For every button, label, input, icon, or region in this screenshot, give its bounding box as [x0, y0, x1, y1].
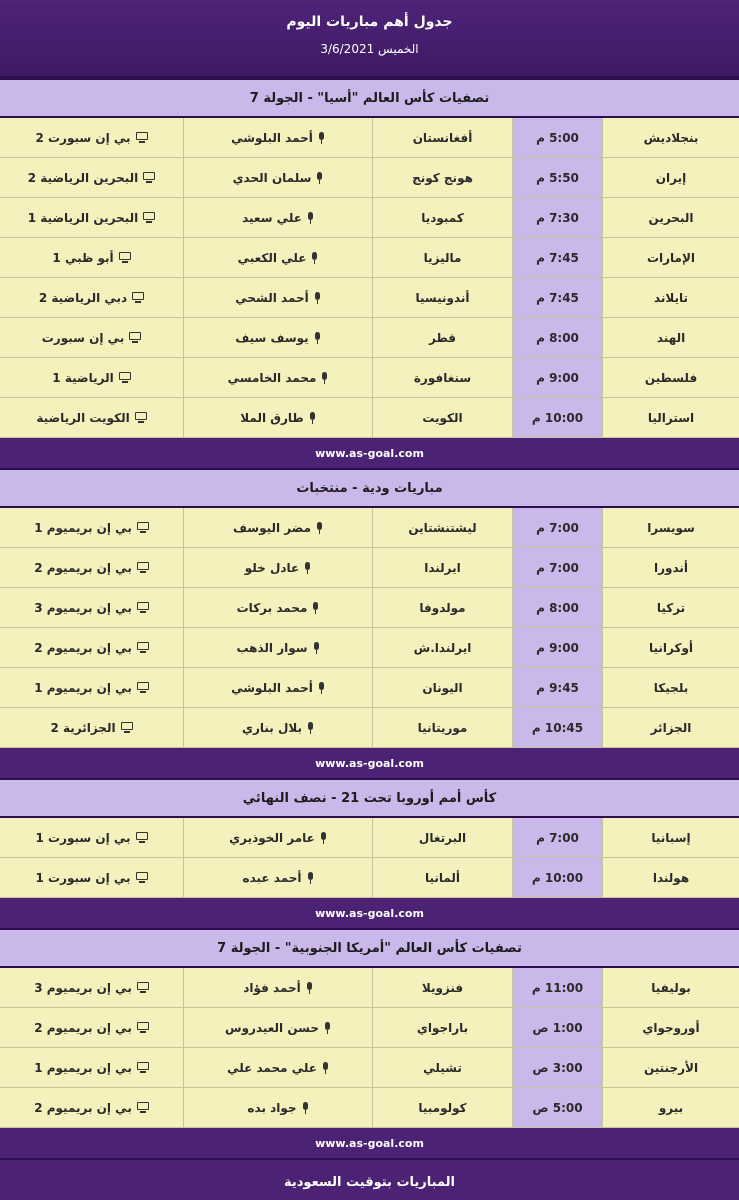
match-time: 7:45 م: [512, 238, 602, 277]
commentator-name: عادل خلو: [244, 560, 300, 575]
commentator-name: يوسف سيف: [235, 330, 309, 345]
match-time: 1:00 ص: [512, 1008, 602, 1047]
match-time: 5:00 ص: [512, 1088, 602, 1127]
microphone-icon: [306, 982, 313, 994]
away-team: ماليزيا: [372, 238, 512, 277]
match-time: 5:50 م: [512, 158, 602, 197]
microphone-icon: [314, 292, 321, 304]
home-team: تركيا: [602, 588, 739, 627]
match-row: [0, 158, 739, 198]
channel-name: بي إن بريميوم 1: [34, 1060, 132, 1075]
home-team: بنجلاديش: [602, 118, 739, 157]
commentator-name: أحمد البلوشي: [231, 680, 313, 695]
match-time: 10:45 م: [512, 708, 602, 747]
section-title: تصفيات كأس العالم "أمريكا الجنوبية" - الجولة 7: [0, 928, 739, 968]
sections-container: [0, 78, 739, 1158]
tv-icon: [137, 602, 149, 613]
microphone-icon: [313, 642, 320, 654]
channel-cell: [0, 588, 183, 627]
match-time: 11:00 م: [512, 968, 602, 1007]
commentator-name: أحمد الشحي: [235, 290, 309, 305]
away-team: اليونان: [372, 668, 512, 707]
tv-icon: [129, 332, 141, 343]
channel-name: البحرين الرياضية 2: [27, 170, 139, 185]
channel-cell: [0, 398, 183, 437]
commentator-cell: [183, 1008, 372, 1047]
page-header: [0, 0, 739, 78]
home-team: البحرين: [602, 198, 739, 237]
channel-cell: [0, 548, 183, 587]
tv-icon: [136, 872, 148, 883]
commentator-name: محمد الخامسي: [227, 370, 317, 385]
commentator-name: سلمان الحدي: [232, 170, 312, 185]
away-team: كمبوديا: [372, 198, 512, 237]
channel-name: بي إن سبورت 2: [35, 130, 131, 145]
channel-name: بي إن بريميوم 2: [34, 1100, 132, 1115]
commentator-cell: [183, 398, 372, 437]
commentator-cell: [183, 708, 372, 747]
away-team: ألمانيا: [372, 858, 512, 897]
channel-cell: [0, 278, 183, 317]
commentator-cell: [183, 358, 372, 397]
match-time: 10:00 م: [512, 398, 602, 437]
commentator-cell: [183, 278, 372, 317]
commentator-cell: [183, 968, 372, 1007]
tv-icon: [137, 1022, 149, 1033]
tv-icon: [143, 172, 155, 183]
channel-name: البحرين الرياضية 1: [27, 210, 139, 225]
commentator-name: علي محمد علي: [227, 1060, 317, 1075]
channel-name: بي إن بريميوم 3: [34, 600, 132, 615]
channel-cell: [0, 708, 183, 747]
match-time: 10:00 م: [512, 858, 602, 897]
commentator-name: مضر اليوسف: [232, 520, 312, 535]
channel-cell: [0, 318, 183, 357]
match-time: 8:00 م: [512, 588, 602, 627]
home-team: بوليفيا: [602, 968, 739, 1007]
channel-cell: [0, 238, 183, 277]
match-row: [0, 358, 739, 398]
site-url: www.as-goal.com: [0, 1128, 739, 1158]
microphone-icon: [322, 1062, 329, 1074]
site-url: www.as-goal.com: [0, 898, 739, 928]
match-time: 3:00 ص: [512, 1048, 602, 1087]
home-team: الجزائر: [602, 708, 739, 747]
match-row: [0, 968, 739, 1008]
tv-icon: [135, 412, 147, 423]
match-time: 7:30 م: [512, 198, 602, 237]
channel-name: بي إن بريميوم 2: [34, 640, 132, 655]
home-team: أوكرانيا: [602, 628, 739, 667]
channel-name: بي إن بريميوم 3: [34, 980, 132, 995]
commentator-name: علي سعيد: [242, 210, 302, 225]
commentator-name: عامر الخوذيري: [229, 830, 315, 845]
microphone-icon: [311, 252, 318, 264]
away-team: باراجواي: [372, 1008, 512, 1047]
home-team: سويسرا: [602, 508, 739, 547]
home-team: أوروجواي: [602, 1008, 739, 1047]
match-row: [0, 398, 739, 438]
microphone-icon: [316, 522, 323, 534]
commentator-name: أحمد البلوشي: [231, 130, 313, 145]
match-row: [0, 588, 739, 628]
microphone-icon: [312, 602, 319, 614]
tv-icon: [136, 132, 148, 143]
home-team: تايلاند: [602, 278, 739, 317]
channel-cell: [0, 1008, 183, 1047]
match-row: [0, 1088, 739, 1128]
commentator-name: محمد بركات: [236, 600, 308, 615]
home-team: الهند: [602, 318, 739, 357]
commentator-cell: [183, 1048, 372, 1087]
home-team: بلجيكا: [602, 668, 739, 707]
match-row: [0, 1008, 739, 1048]
tv-icon: [137, 982, 149, 993]
channel-cell: [0, 968, 183, 1007]
home-team: استراليا: [602, 398, 739, 437]
commentator-name: سوار الذهب: [236, 640, 308, 655]
match-time: 9:45 م: [512, 668, 602, 707]
match-row: [0, 668, 739, 708]
match-row: [0, 708, 739, 748]
tv-icon: [137, 1102, 149, 1113]
match-row: [0, 628, 739, 668]
match-time: 9:00 م: [512, 628, 602, 667]
microphone-icon: [309, 412, 316, 424]
match-time: 9:00 م: [512, 358, 602, 397]
microphone-icon: [324, 1022, 331, 1034]
microphone-icon: [318, 682, 325, 694]
section-title: كأس أمم أوروبا تحت 21 - نصف النهائي: [0, 778, 739, 818]
channel-name: أبو ظبي 1: [52, 250, 114, 265]
commentator-cell: [183, 508, 372, 547]
away-team: الكويت: [372, 398, 512, 437]
away-team: هونج كونج: [372, 158, 512, 197]
commentator-cell: [183, 818, 372, 857]
match-row: [0, 238, 739, 278]
channel-cell: [0, 508, 183, 547]
away-team: فنزويلا: [372, 968, 512, 1007]
away-team: موريتانيا: [372, 708, 512, 747]
channel-name: بي إن بريميوم 1: [34, 680, 132, 695]
commentator-cell: [183, 858, 372, 897]
home-team: هولندا: [602, 858, 739, 897]
channel-name: بي إن سبورت 1: [35, 870, 131, 885]
home-team: بيرو: [602, 1088, 739, 1127]
tv-icon: [121, 722, 133, 733]
away-team: كولومبيا: [372, 1088, 512, 1127]
away-team: سنغافورة: [372, 358, 512, 397]
tv-icon: [132, 292, 144, 303]
tv-icon: [137, 562, 149, 573]
commentator-name: أحمد فؤاد: [243, 980, 301, 995]
home-team: الإمارات: [602, 238, 739, 277]
commentator-name: طارق الملا: [240, 410, 304, 425]
tv-icon: [119, 252, 131, 263]
channel-name: بي إن سبورت: [41, 330, 125, 345]
commentator-name: أحمد عبده: [242, 870, 302, 885]
channel-name: بي إن بريميوم 2: [34, 560, 132, 575]
match-row: [0, 548, 739, 588]
match-time: 7:00 م: [512, 508, 602, 547]
match-row: [0, 858, 739, 898]
tv-icon: [137, 682, 149, 693]
match-time: 7:45 م: [512, 278, 602, 317]
microphone-icon: [302, 1102, 309, 1114]
site-url: www.as-goal.com: [0, 438, 739, 468]
channel-cell: [0, 1088, 183, 1127]
microphone-icon: [307, 872, 314, 884]
away-team: أفغانستان: [372, 118, 512, 157]
match-row: [0, 118, 739, 158]
microphone-icon: [316, 172, 323, 184]
home-team: أندورا: [602, 548, 739, 587]
commentator-name: علي الكعبي: [237, 250, 307, 265]
channel-cell: [0, 818, 183, 857]
channel-cell: [0, 668, 183, 707]
match-row: [0, 318, 739, 358]
away-team: قطر: [372, 318, 512, 357]
commentator-cell: [183, 198, 372, 237]
channel-cell: [0, 118, 183, 157]
home-team: فلسطين: [602, 358, 739, 397]
tv-icon: [119, 372, 131, 383]
section-title: مباريات ودية - منتخبات: [0, 468, 739, 508]
home-team: إسبانيا: [602, 818, 739, 857]
match-row: [0, 1048, 739, 1088]
microphone-icon: [304, 562, 311, 574]
page-date: الخميس 3/6/2021: [320, 42, 419, 56]
tv-icon: [143, 212, 155, 223]
away-team: ليشتنشتاين: [372, 508, 512, 547]
commentator-cell: [183, 1088, 372, 1127]
commentator-name: بلال بناري: [241, 720, 303, 735]
commentator-cell: [183, 318, 372, 357]
away-team: مولدوفا: [372, 588, 512, 627]
channel-name: الكويت الرياضية: [36, 410, 130, 425]
channel-name: بي إن بريميوم 1: [34, 520, 132, 535]
tv-icon: [137, 1062, 149, 1073]
page-title: جدول أهم مباريات اليوم: [286, 14, 453, 30]
match-row: [0, 198, 739, 238]
match-time: 7:00 م: [512, 818, 602, 857]
match-row: [0, 508, 739, 548]
channel-cell: [0, 858, 183, 897]
away-team: أندونيسيا: [372, 278, 512, 317]
away-team: ايرلندا: [372, 548, 512, 587]
channel-name: بي إن بريميوم 2: [34, 1020, 132, 1035]
match-time: 7:00 م: [512, 548, 602, 587]
match-time: 8:00 م: [512, 318, 602, 357]
tv-icon: [137, 642, 149, 653]
channel-cell: [0, 1048, 183, 1087]
channel-name: الجزائرية 2: [50, 720, 116, 735]
match-row: [0, 818, 739, 858]
site-url: www.as-goal.com: [0, 748, 739, 778]
match-row: [0, 278, 739, 318]
microphone-icon: [321, 372, 328, 384]
commentator-name: جواد بده: [247, 1100, 297, 1115]
commentator-cell: [183, 548, 372, 587]
commentator-cell: [183, 628, 372, 667]
channel-name: بي إن سبورت 1: [35, 830, 131, 845]
timezone-footer: المباريات بتوقيت السعودية: [0, 1158, 739, 1200]
microphone-icon: [320, 832, 327, 844]
commentator-cell: [183, 588, 372, 627]
home-team: إيران: [602, 158, 739, 197]
commentator-cell: [183, 668, 372, 707]
channel-cell: [0, 158, 183, 197]
channel-name: دبي الرياضية 2: [38, 290, 128, 305]
commentator-cell: [183, 238, 372, 277]
microphone-icon: [307, 212, 314, 224]
home-team: الأرجنتين: [602, 1048, 739, 1087]
away-team: ايرلندا.ش: [372, 628, 512, 667]
microphone-icon: [318, 132, 325, 144]
microphone-icon: [314, 332, 321, 344]
away-team: البرتغال: [372, 818, 512, 857]
away-team: تشيلي: [372, 1048, 512, 1087]
match-time: 5:00 م: [512, 118, 602, 157]
channel-cell: [0, 198, 183, 237]
commentator-name: حسن العيدروس: [225, 1020, 319, 1035]
tv-icon: [137, 522, 149, 533]
microphone-icon: [307, 722, 314, 734]
channel-cell: [0, 358, 183, 397]
channel-cell: [0, 628, 183, 667]
commentator-cell: [183, 158, 372, 197]
tv-icon: [136, 832, 148, 843]
section-title: تصفيات كأس العالم "أسيا" - الجولة 7: [0, 78, 739, 118]
commentator-cell: [183, 118, 372, 157]
channel-name: الرياضية 1: [52, 370, 114, 385]
